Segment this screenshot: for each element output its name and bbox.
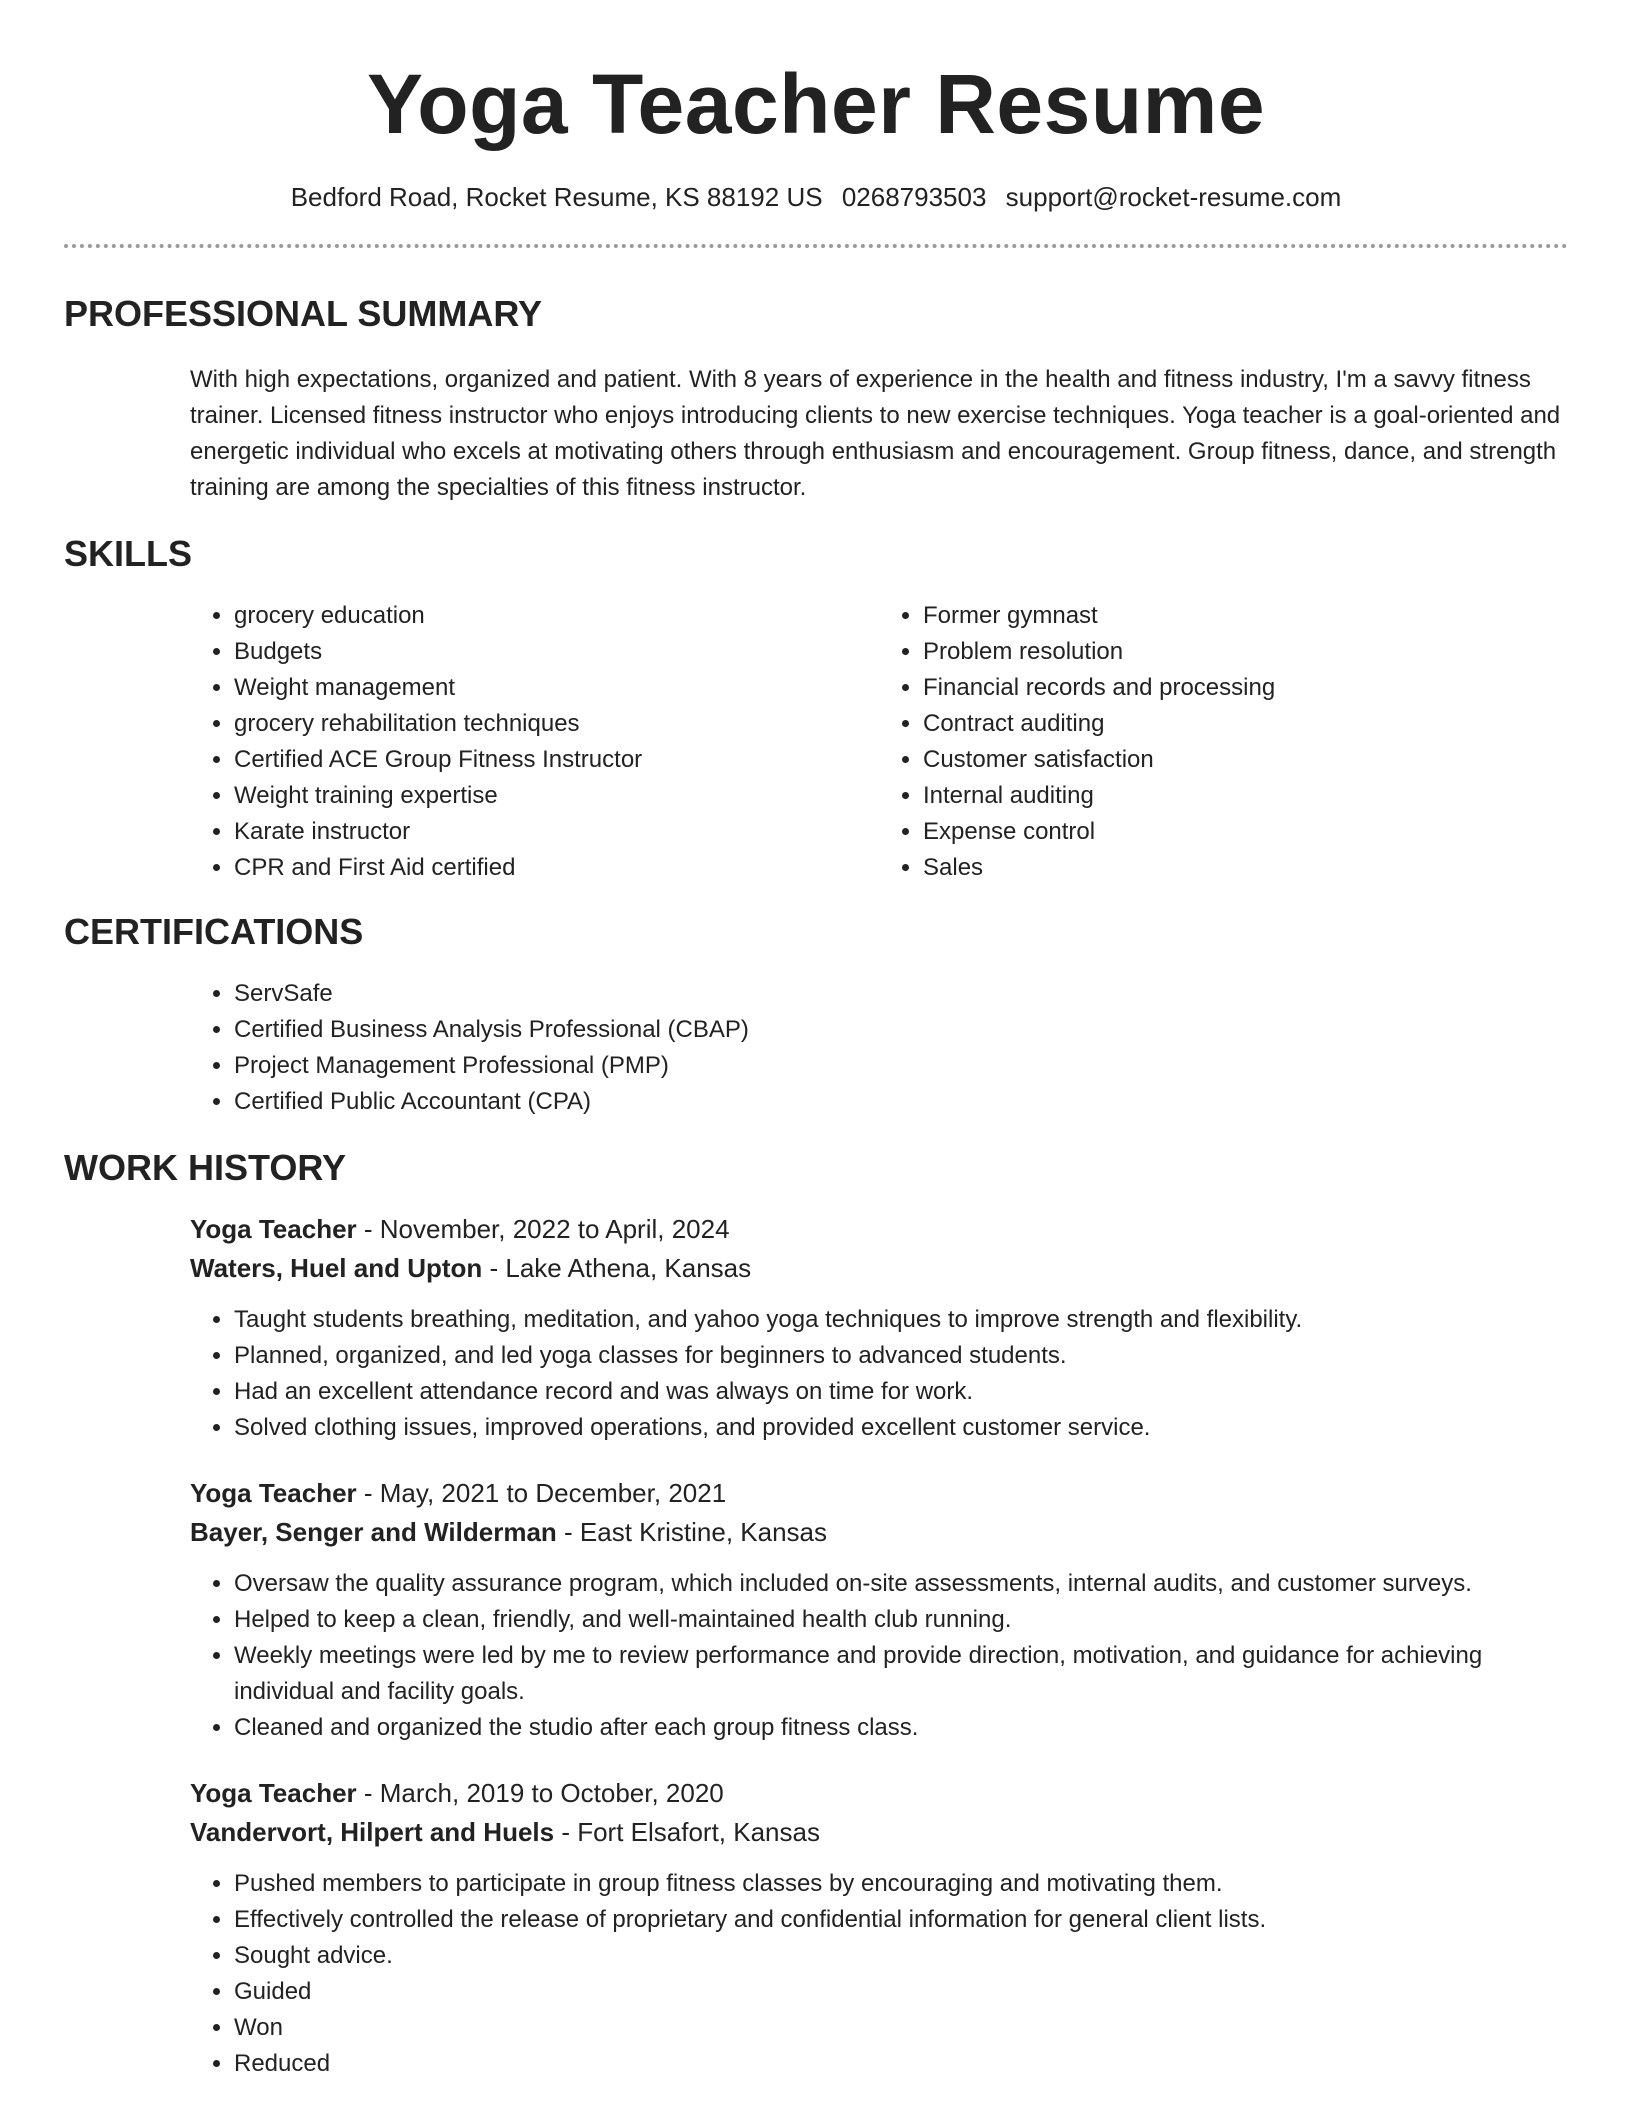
- skill-item: • Contract auditing: [923, 706, 1568, 742]
- job-bullet: • Solved clothing issues, improved operations, and provided excellent customer service.: [234, 1410, 1568, 1446]
- job-title-line: [190, 1774, 1568, 1813]
- skill-item: • Certified ACE Group Fitness Instructor: [234, 742, 879, 778]
- job-bullet: • Reduced: [234, 2046, 1568, 2082]
- work-history-heading: WORK HISTORY: [64, 1147, 347, 1188]
- job-entry: [190, 1474, 1568, 1746]
- skills-list-left: [190, 598, 879, 886]
- resume-page: [64, 0, 1568, 2082]
- job-bullet: • Taught students breathing, meditation, and yahoo yoga techniques to improve strength and flexibility.: [234, 1302, 1568, 1338]
- skill-item: • Sales: [923, 850, 1568, 886]
- job-entry: [190, 1774, 1568, 2082]
- job-company: Waters, Huel and Upton: [190, 1253, 483, 1283]
- job-company: Bayer, Senger and Wilderman: [190, 1517, 557, 1547]
- job-bullet: • Helped to keep a clean, friendly, and well-maintained health club running.: [234, 1602, 1568, 1638]
- job-location: - Lake Athena, Kansas: [482, 1253, 752, 1283]
- job-bullet: • Effectively controlled the release of proprietary and confidential information for general client lists.: [234, 1902, 1568, 1938]
- skill-item: • Customer satisfaction: [923, 742, 1568, 778]
- skill-item: • Former gymnast: [923, 598, 1568, 634]
- skill-item: • CPR and First Aid certified: [234, 850, 879, 886]
- skill-item: • Internal auditing: [923, 778, 1568, 814]
- job-company-line: [190, 1513, 1568, 1552]
- job-bullets: [190, 1566, 1568, 1746]
- job-bullet: • Had an excellent attendance record and was always on time for work.: [234, 1374, 1568, 1410]
- job-title: Yoga Teacher: [190, 1778, 357, 1808]
- certification-item: • Certified Public Accountant (CPA): [234, 1084, 1568, 1120]
- skills-columns: [190, 598, 1568, 886]
- job-dates: - May, 2021 to December, 2021: [356, 1478, 727, 1508]
- skill-item: • Financial records and processing: [923, 670, 1568, 706]
- job-bullet: • Planned, organized, and led yoga classes for beginners to advanced students.: [234, 1338, 1568, 1374]
- skill-item: • Karate instructor: [234, 814, 879, 850]
- certifications-heading: CERTIFICATIONS: [64, 911, 364, 952]
- job-location: - Fort Elsafort, Kansas: [554, 1817, 820, 1847]
- certification-item: • Certified Business Analysis Professional (CBAP): [234, 1012, 1568, 1048]
- skill-item: • Weight management: [234, 670, 879, 706]
- skill-item: • Budgets: [234, 634, 879, 670]
- skills-heading: SKILLS: [64, 533, 193, 574]
- job-title-line: [190, 1210, 1568, 1249]
- skills-list-right: [879, 598, 1568, 886]
- summary-heading: PROFESSIONAL SUMMARY: [64, 293, 543, 334]
- summary-text: With high expectations, organized and patient. With 8 years of experience in the health and fitness industry, I'm a savvy fitness trainer. Licensed fitness instructor who enjoys introducing clients to new exercise techniques. Yoga teacher is a goal-oriented and energetic individual who excels at motivating others through enthusiasm and encouragement. Group fitness, dance, and strength training are among the specialties of this fitness instructor.: [190, 366, 1561, 501]
- skill-item: • Problem resolution: [923, 634, 1568, 670]
- job-dates: - November, 2022 to April, 2024: [356, 1214, 730, 1244]
- resume-title: Yoga Teacher Resume: [366, 57, 1266, 151]
- contact-email: support@rocket-resume.com: [1005, 182, 1342, 212]
- job-bullet: • Weekly meetings were led by me to review performance and provide direction, motivation, and guidance for achieving individual and facility goals.: [234, 1638, 1568, 1710]
- job-title: Yoga Teacher: [190, 1478, 357, 1508]
- job-bullet: • Sought advice.: [234, 1938, 1568, 1974]
- job-company-line: [190, 1249, 1568, 1288]
- certifications-list: [190, 976, 1568, 1120]
- certification-item: • Project Management Professional (PMP): [234, 1048, 1568, 1084]
- job-bullet: • Cleaned and organized the studio after each group fitness class.: [234, 1710, 1568, 1746]
- job-entry: [190, 1210, 1568, 1446]
- skill-item: • Expense control: [923, 814, 1568, 850]
- job-location: - East Kristine, Kansas: [556, 1517, 828, 1547]
- skill-item: • Weight training expertise: [234, 778, 879, 814]
- job-bullet: • Won: [234, 2010, 1568, 2046]
- header-divider: [64, 244, 1568, 248]
- contact-line: [64, 180, 1568, 214]
- contact-address: Bedford Road, Rocket Resume, KS 88192 US: [290, 182, 823, 212]
- job-bullet: • Guided: [234, 1974, 1568, 2010]
- job-company: Vandervort, Hilpert and Huels: [190, 1817, 555, 1847]
- contact-phone: 0268793503: [841, 182, 987, 212]
- skill-item: • grocery rehabilitation techniques: [234, 706, 879, 742]
- job-bullet: • Pushed members to participate in group fitness classes by encouraging and motivating them.: [234, 1866, 1568, 1902]
- job-bullets: [190, 1866, 1568, 2082]
- job-bullet: • Oversaw the quality assurance program, which included on-site assessments, internal audits, and customer surveys.: [234, 1566, 1568, 1602]
- job-title: Yoga Teacher: [190, 1214, 357, 1244]
- certification-item: • ServSafe: [234, 976, 1568, 1012]
- job-bullets: [190, 1302, 1568, 1446]
- skill-item: • grocery education: [234, 598, 879, 634]
- job-dates: - March, 2019 to October, 2020: [356, 1778, 724, 1808]
- job-title-line: [190, 1474, 1568, 1513]
- job-company-line: [190, 1813, 1568, 1852]
